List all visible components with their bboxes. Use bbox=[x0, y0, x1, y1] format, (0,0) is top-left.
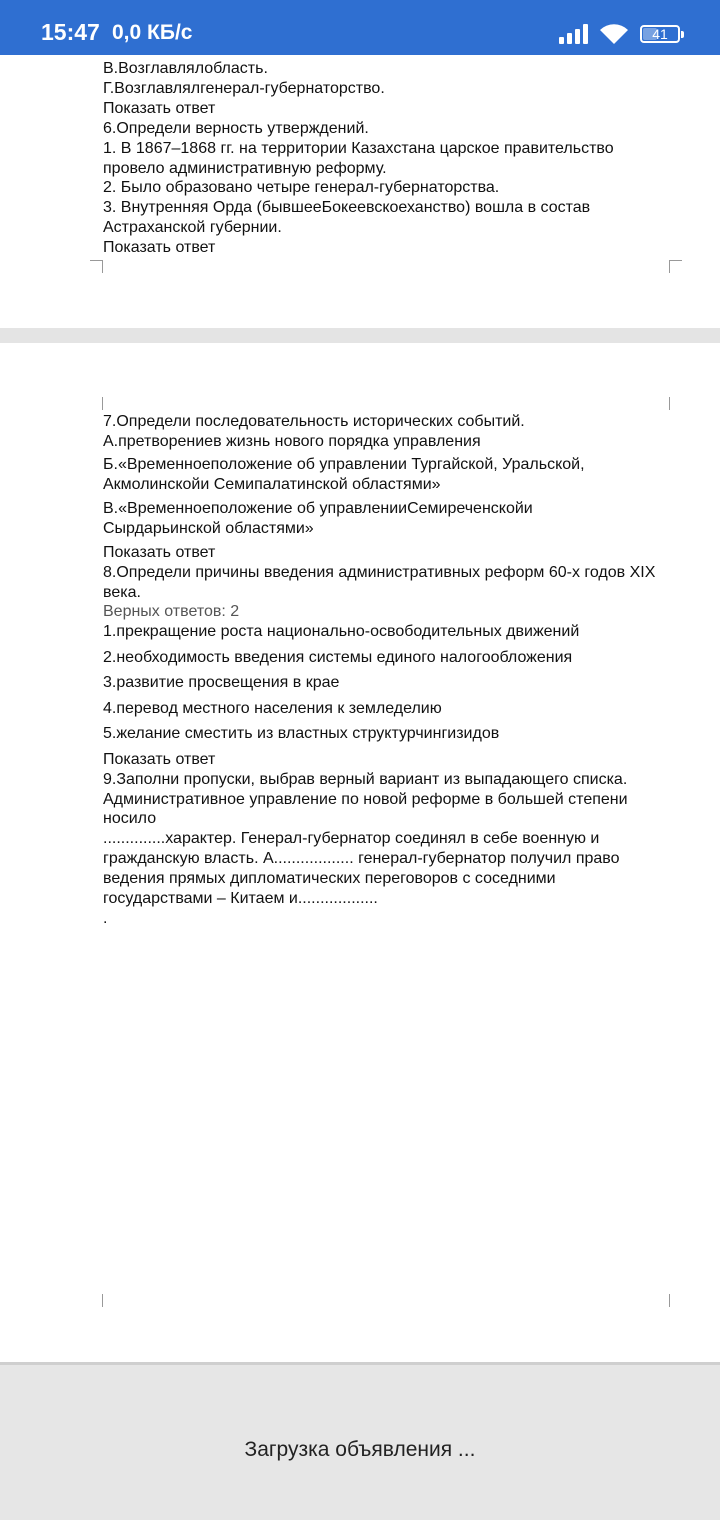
corner-mark bbox=[669, 397, 670, 410]
document-text-line: В.Возглавлялобласть. bbox=[103, 60, 268, 77]
corner-mark bbox=[90, 260, 102, 261]
document-text-line: века. bbox=[103, 584, 141, 601]
document-text-line: 3. Внутренняя Орда (бывшееБокеевскоеханство) вошла в состав bbox=[103, 199, 591, 216]
document-text-line: Акмолинскойи Семипалатинской областями» bbox=[103, 476, 441, 493]
document-text-line: гражданскую власть. А.................. генерал-губернатор получил право bbox=[103, 850, 620, 867]
ad-banner[interactable] bbox=[0, 1362, 720, 1520]
signal-icon bbox=[559, 24, 589, 44]
document-text-line: Б.«Временноеположение об управлении Тургайской, Уральской, bbox=[103, 456, 585, 473]
document-page-1 bbox=[0, 55, 720, 328]
show-answer-link[interactable]: Показать ответ bbox=[103, 544, 216, 561]
document-text-line: ведения прямых дипломатических переговоров с соседними bbox=[103, 870, 556, 887]
battery-percent: 41 bbox=[652, 26, 668, 42]
corner-mark bbox=[102, 1294, 103, 1307]
document-page-2 bbox=[0, 343, 720, 1362]
battery-tip bbox=[681, 31, 684, 38]
document-text-line: Астраханской губернии. bbox=[103, 219, 282, 236]
document-text-line: 1.прекращение роста национально-освободительных движений bbox=[103, 623, 580, 640]
document-text-line: 1. В 1867–1868 гг. на территории Казахстана царское правительство bbox=[103, 140, 614, 157]
document-text-line: провело административную реформу. bbox=[103, 160, 387, 177]
show-answer-link[interactable]: Показать ответ bbox=[103, 751, 216, 768]
battery-icon bbox=[640, 25, 680, 43]
document-text-line: В.«Временноеположение об управленииСемиреченскойи bbox=[103, 500, 533, 517]
document-text-line: 4.перевод местного населения к земледелию bbox=[103, 700, 442, 717]
status-bar bbox=[0, 0, 720, 55]
document-text-line: 5.желание сместить из властных структурчингизидов bbox=[103, 725, 500, 742]
show-answer-link[interactable]: Показать ответ bbox=[103, 239, 216, 256]
document-text-line: . bbox=[103, 910, 108, 927]
corner-mark bbox=[669, 1294, 670, 1307]
document-text-line: А.претворениев жизнь нового порядка управления bbox=[103, 433, 481, 450]
corner-mark bbox=[669, 260, 682, 261]
document-text-line: 6.Определи верность утверждений. bbox=[103, 120, 369, 137]
network-speed: 0,0 КБ/с bbox=[112, 21, 193, 44]
document-text-line: Верных ответов: 2 bbox=[103, 603, 240, 620]
wifi-icon bbox=[599, 22, 629, 46]
show-answer-link[interactable]: Показать ответ bbox=[103, 100, 216, 117]
document-text-line: 2. Было образовано четыре генерал-губернаторства. bbox=[103, 179, 500, 196]
document-text-line: ..............характер. Генерал-губернатор соединял в себе военную и bbox=[103, 830, 600, 847]
page-separator bbox=[0, 328, 720, 343]
document-text-line: Сырдарьинской областями» bbox=[103, 520, 314, 537]
document-text-line: государствами – Китаем и.................. bbox=[103, 890, 378, 907]
corner-mark bbox=[102, 260, 103, 273]
document-text-line: 8.Определи причины введения административных реформ 60-х годов XIX bbox=[103, 564, 656, 581]
document-text-line: 2.необходимость введения системы единого налогообложения bbox=[103, 649, 573, 666]
document-text-line: 9.Заполни пропуски, выбрав верный вариант из выпадающего списка. bbox=[103, 771, 628, 788]
status-time: 15:47 bbox=[41, 19, 100, 45]
ad-loading-text: Загрузка объявления ... bbox=[244, 1438, 476, 1461]
document-text-line: носило bbox=[103, 810, 157, 827]
document-text-line: 7.Определи последовательность исторических событий. bbox=[103, 413, 525, 430]
corner-mark bbox=[102, 397, 103, 410]
document-text-line: Г.Возглавлялгенерал-губернаторство. bbox=[103, 80, 385, 97]
document-text-line: Административное управление по новой реформе в большей степени bbox=[103, 791, 628, 808]
document-text-line: 3.развитие просвещения в крае bbox=[103, 674, 340, 691]
corner-mark bbox=[669, 260, 670, 273]
